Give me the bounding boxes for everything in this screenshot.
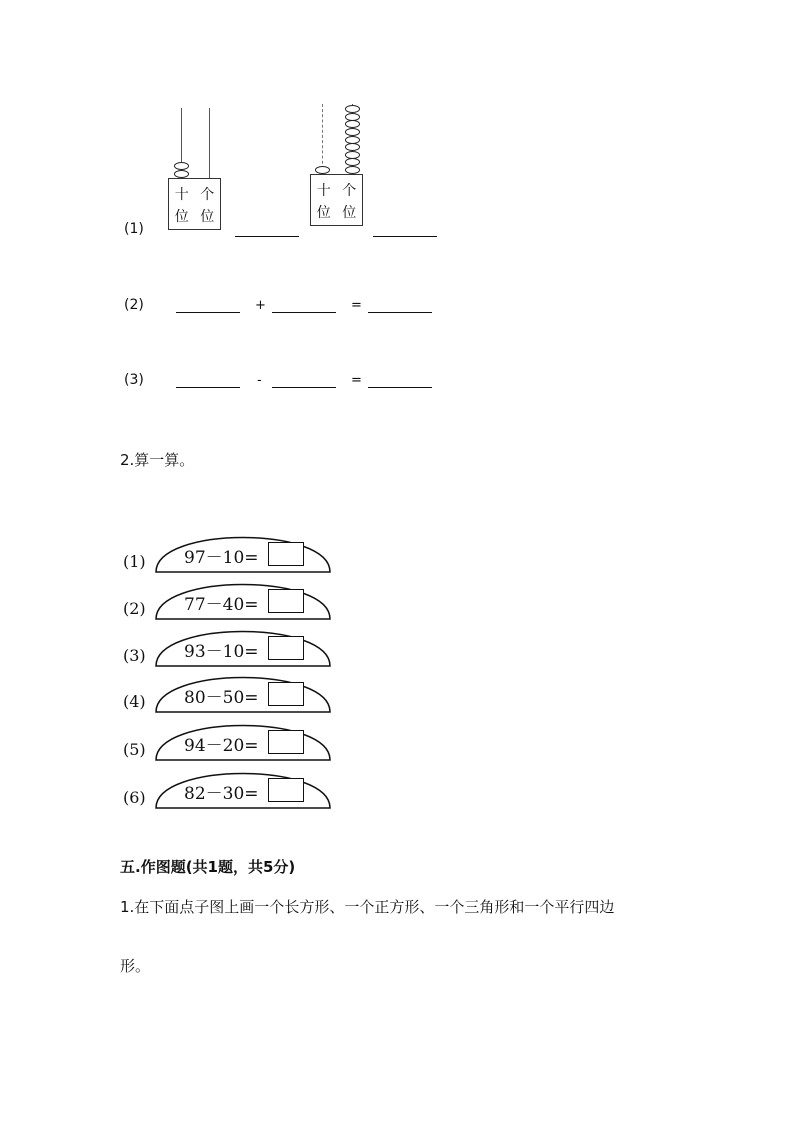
question-number: (3) — [123, 646, 146, 665]
answer-box[interactable] — [268, 682, 304, 706]
bead — [315, 166, 330, 174]
bead — [174, 162, 189, 170]
answer-blank[interactable] — [373, 236, 437, 237]
answer-blank[interactable] — [272, 312, 336, 313]
subtraction-expression: 97－10= — [184, 548, 259, 568]
answer-blank[interactable] — [368, 312, 432, 313]
bead — [345, 120, 360, 128]
tens-label: 十 — [316, 183, 331, 199]
question-text-continued: 形。 — [120, 957, 151, 975]
answer-blank[interactable] — [272, 387, 336, 388]
answer-box[interactable] — [268, 589, 304, 613]
section-title: 2.算一算。 — [120, 451, 195, 469]
equals-sign: = — [351, 373, 362, 388]
subtraction-expression: 94－20= — [184, 736, 259, 756]
bead — [345, 158, 360, 166]
question-number: (5) — [123, 740, 146, 759]
place-value-box — [310, 174, 363, 226]
bead — [345, 151, 360, 159]
bead — [345, 143, 360, 151]
place-label: 位 — [200, 209, 215, 225]
ones-label: 个 — [200, 187, 215, 203]
bead — [345, 136, 360, 144]
place-label: 位 — [174, 209, 189, 225]
ones-label: 个 — [342, 183, 357, 199]
question-number: (2) — [124, 297, 144, 313]
subtraction-expression: 77－40= — [184, 595, 259, 615]
subtraction-expression: 93－10= — [184, 642, 259, 662]
answer-blank[interactable] — [176, 312, 240, 313]
bead — [345, 128, 360, 136]
minus-sign: - — [257, 373, 262, 388]
answer-box[interactable] — [268, 542, 304, 566]
equals-sign: = — [351, 298, 362, 313]
question-number: (2) — [123, 599, 146, 618]
bead — [345, 105, 360, 113]
answer-blank[interactable] — [176, 387, 240, 388]
answer-box[interactable] — [268, 778, 304, 802]
subtraction-expression: 80－50= — [184, 688, 259, 708]
place-label: 位 — [342, 205, 357, 221]
plus-sign: + — [255, 298, 266, 313]
section-heading: 五.作图题(共1题，共5分) — [120, 858, 296, 876]
question-number: (1) — [123, 552, 146, 571]
subtraction-expression: 82－30= — [184, 784, 259, 804]
question-number: (3) — [124, 372, 144, 388]
tens-label: 十 — [174, 187, 189, 203]
bead — [345, 113, 360, 121]
place-value-box — [168, 178, 221, 230]
place-label: 位 — [316, 205, 331, 221]
tens-rod — [322, 104, 323, 174]
bead — [174, 170, 189, 178]
answer-box[interactable] — [268, 730, 304, 754]
question-number: (6) — [123, 788, 146, 807]
ones-rod — [209, 108, 210, 178]
answer-blank[interactable] — [368, 387, 432, 388]
bead — [345, 166, 360, 174]
answer-blank[interactable] — [235, 236, 299, 237]
question-text: 1.在下面点子图上画一个长方形、一个正方形、一个三角形和一个平行四边 — [120, 898, 615, 916]
question-number: (4) — [123, 692, 146, 711]
answer-box[interactable] — [268, 636, 304, 660]
question-number: (1) — [124, 221, 144, 237]
